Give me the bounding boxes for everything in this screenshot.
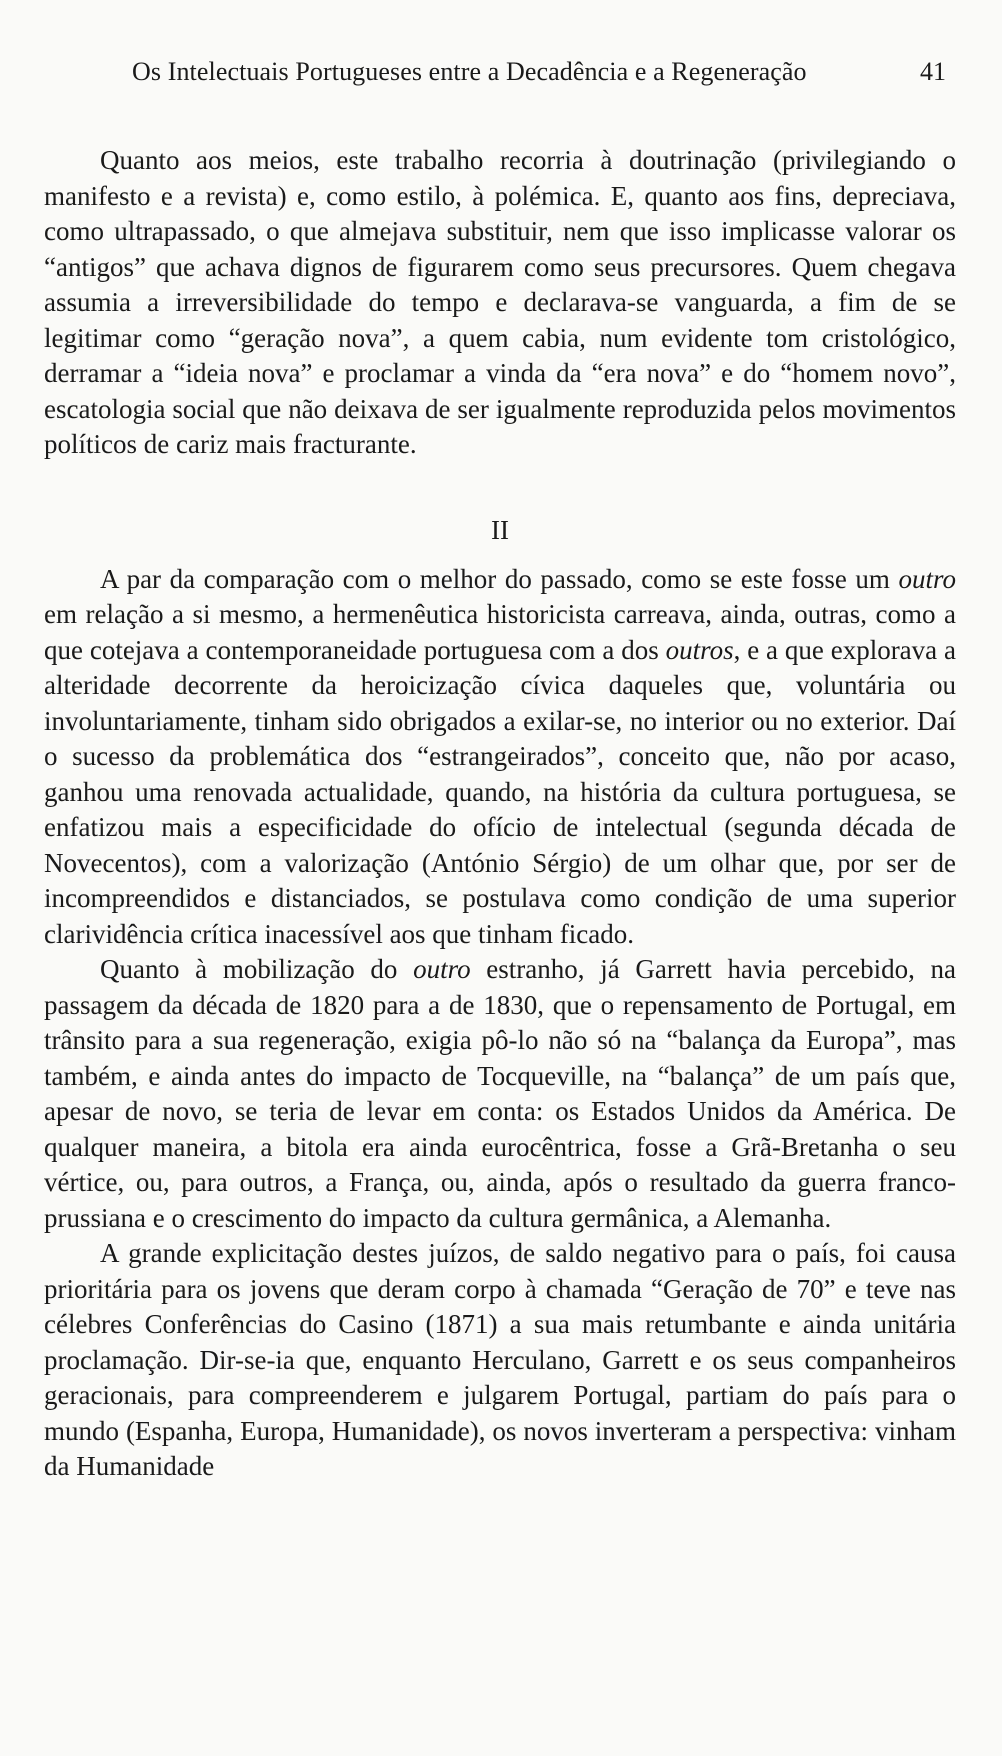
section-heading: II (491, 514, 509, 545)
paragraph-text: , e a que explorava a alteridade decorrente da heroicização cívica daqueles que, voluntária ou involuntariamente, tinham sido obrigados a exilar-se, no interior ou no exterior. Daí o sucesso da problemática dos “estrangeirados”, conceito que, não por acaso, ganhou uma renovada actualidade, quando, na história da cultura portuguesa, se enfatizou mais a especificidade do ofício de intelectual (segunda década de Novecentos), com a valorização (António Sérgio) de um olhar que, por ser de incompreendidos e distanciados, se postulava como condição de uma superior clarividência crítica inacessível aos que tinham ficado. (44, 634, 956, 949)
paragraph-text: estranho, já Garrett havia percebido, na passagem da década de 1820 para a de 1830, que o repensamento de Portugal, em trânsito para a sua regeneração, exigia pô-lo não só na “balança da Europa”, mas também, e ainda antes do impacto de Tocqueville, na “balança” de um país que, apesar de novo, se teria de levar em conta: os Estados Unidos da América. De qualquer maneira, a bitola era ainda eurocêntrica, fosse a Grã-Bretanha o seu vértice, ou, para outros, a França, ou, ainda, após o resultado da guerra franco-prussiana e o crescimento do impacto da cultura germânica, a Alemanha. (44, 954, 956, 1233)
italic-term: outro (413, 954, 471, 984)
running-header (44, 52, 956, 92)
italic-term: outro (898, 563, 956, 594)
paragraph-garrett (44, 952, 956, 1236)
paragraph-means-and-ends: Quanto aos meios, este trabalho recorria à doutrinação (privilegiando o manifesto e a revista) e, como estilo, à polémica. E, quanto aos fins, depreciava, como ultrapassado, o que almejava substituir, nem que isso implicasse valorar os “antigos” que achava dignos de figurarem como seus precursores. Quem chegava assumia a irreversibilidade do tempo e declarava-se vanguarda, a fim de se legitimar como “geração nova”, a quem cabia, num evidente tom cristológico, derramar a “ideia nova” e proclamar a vinda da “era nova” e do “homem novo”, escatologia social que não deixava de ser igualmente reproduzida pelos movimentos políticos de cariz mais fracturante. (44, 145, 956, 459)
book-page (44, 52, 956, 1485)
paragraph-hermeneutics (44, 562, 956, 953)
paragraph-text: Quanto à mobilização do (100, 954, 414, 984)
page-number: 41 (920, 57, 946, 86)
running-title: Os Intelectuais Portugueses entre a Decadência e a Regeneração (132, 57, 807, 86)
body-text (44, 143, 956, 1485)
paragraph-text: A par da comparação com o melhor do passado, como se este fosse um (100, 563, 899, 594)
paragraph-text: em relação a si mesmo, a hermenêutica historicista carreava, ainda, outras, como a que cotejava a contemporaneidade portuguesa com a dos (44, 599, 956, 665)
italic-term: outros (665, 634, 734, 665)
paragraph-geracao-70: A grande explicitação destes juízos, de saldo negativo para o país, foi causa prioritária para os jovens que deram corpo à chamada “Geração de 70” e teve nas célebres Conferências do Casino (1871) a sua mais retumbante e ainda unitária proclamação. Dir-se-ia que, enquanto Herculano, Garrett e os seus companheiros geracionais, para compreenderem e julgarem Portugal, partiam do país para o mundo (Espanha, Europa, Humanidade), os novos inverteram a perspectiva: vinham da Humanidade (44, 1238, 956, 1481)
